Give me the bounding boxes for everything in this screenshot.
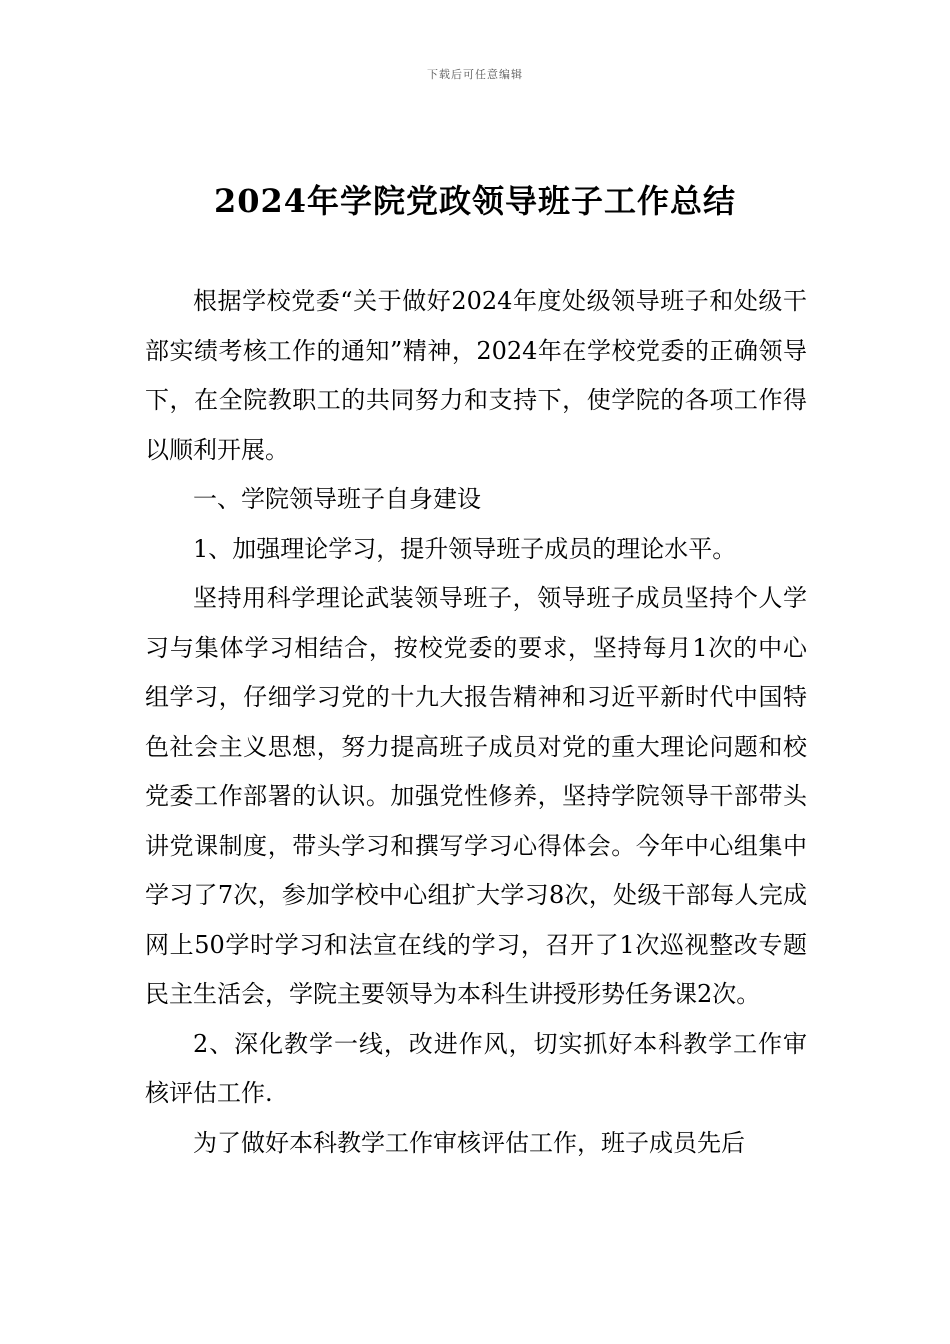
paragraph-teaching-review: 为了做好本科教学工作审核评估工作，班子成员先后 <box>193 1128 745 1157</box>
subsection-heading-2: 2、深化教学一线，改进作风，切实抓好本科教学工作审核评估工作. <box>145 1029 807 1107</box>
section-heading-1: 一、学院领导班子自身建设 <box>193 485 481 513</box>
document-body <box>145 277 807 1168</box>
paragraph-theory-study: 坚持用科学理论武装领导班子，领导班子成员坚持个人学习与集体学习相结合，按校党委的要求，坚持每月1次的中心组学习，仔细学习党的十九大报告精神和习近平新时代中国特色社会主义思想，努力提高班子成员对党的重大理论问题和校党委工作部署的认识。加强党性修养，坚持学院领导干部带头讲党课制度，带头学习和撰写学习心得体会。今年中心组集中学习了7次，参加学校中心组扩大学习8次，处级干部每人完成网上50学时学习和法宣在线的学习，召开了1次巡视整改专题民主生活会，学院主要领导为本科生讲授形势任务课2次。 <box>145 584 807 1008</box>
document-title: 2024年学院党政领导班子工作总结 <box>213 182 737 220</box>
paragraph-intro: 根据学校党委“关于做好2024年度处级领导班子和处级干部实绩考核工作的通知”精神，2024年在学校党委的正确领导下，在全院教职工的共同努力和支持下，使学院的各项工作得以顺利开展。 <box>145 287 807 464</box>
header-note: 下载后可任意编辑 <box>427 68 523 81</box>
subsection-heading-1: 1、加强理论学习，提升领导班子成员的理论水平。 <box>193 534 737 563</box>
